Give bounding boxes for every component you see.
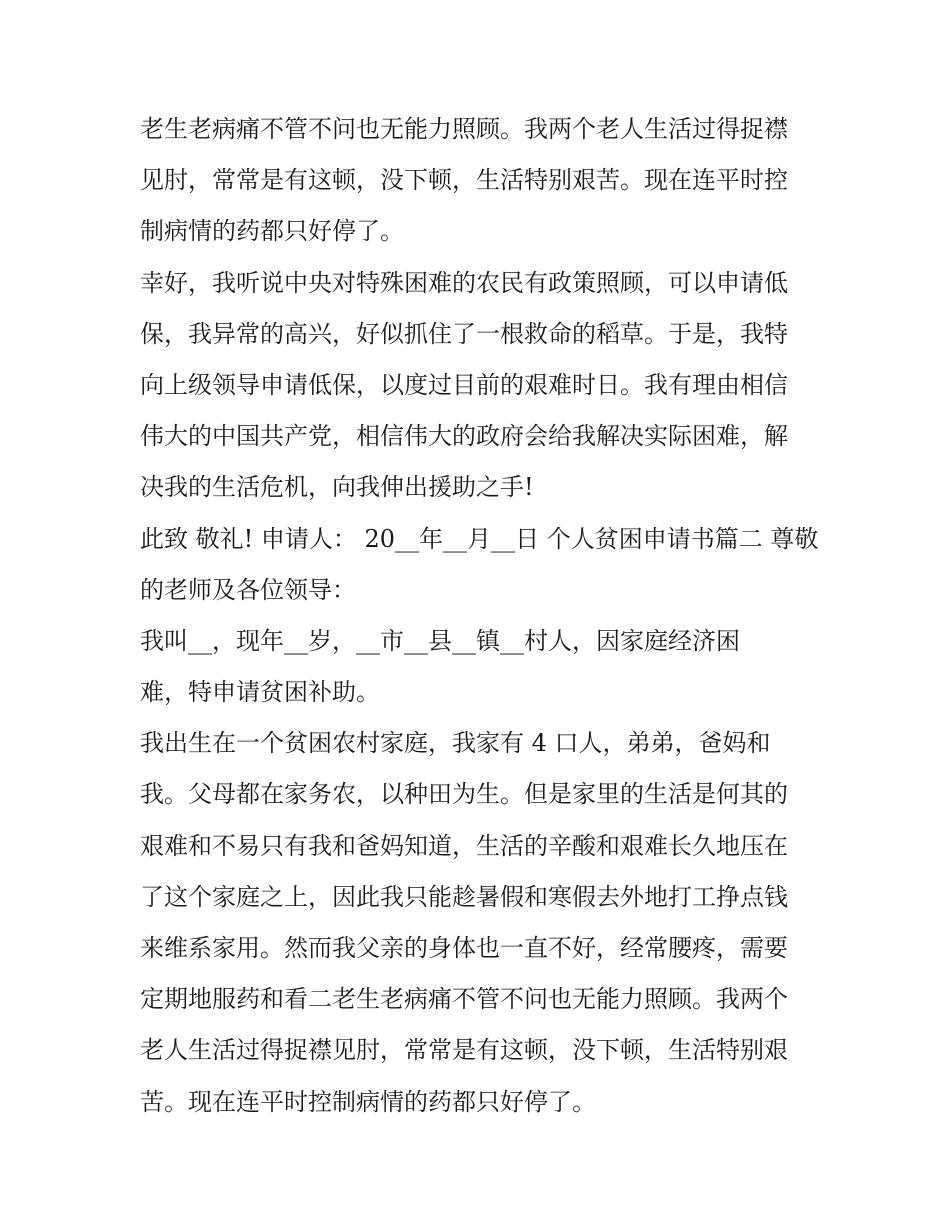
text-line: 幸好，我听说中央对特殊困难的农民有政策照顾，可以申请低	[140, 268, 788, 297]
text-line: 艰难和不易只有我和爸妈知道，生活的辛酸和艰难长久地压在	[140, 831, 788, 860]
text-line: 制病情的药都只好停了。	[140, 217, 404, 246]
text-line: 此致 敬礼! 申请人： 20__年__月__日 个人贫困申请书篇二 尊敬	[140, 524, 819, 553]
text-line: 了这个家庭之上，因此我只能趁暑假和寒假去外地打工挣点钱	[140, 882, 788, 911]
document-body	[140, 104, 819, 1128]
text-line: 保，我异常的高兴，好似抓住了一根救命的稻草。于是，我特	[140, 319, 788, 348]
text-line: 来维系家用。然而我父亲的身体也一直不好，经常腰疼，需要	[140, 934, 788, 962]
text-line: 见肘，常常是有这顿，没下顿，生活特别艰苦。现在连平时控	[140, 166, 788, 195]
text-line: 老人生活过得捉襟见肘，常常是有这顿，没下顿，生活特别艰	[140, 1036, 788, 1065]
text-line: 我叫__，现年__岁，__市__县__镇__村人，因家庭经济困	[140, 626, 740, 655]
text-line: 伟大的中国共产党，相信伟大的政府会给我解决实际困难，解	[140, 422, 788, 451]
text-line: 我。父母都在家务农，以种田为生。但是家里的生活是何其的	[140, 780, 788, 809]
text-line: 定期地服药和看二老生老病痛不管不问也无能力照顾。我两个	[140, 985, 788, 1014]
text-line: 我出生在一个贫困农村家庭，我家有 4 口人，弟弟，爸妈和	[140, 729, 771, 758]
text-line: 难，特申请贫困补助。	[140, 678, 380, 707]
text-line: 的老师及各位领导：	[140, 575, 356, 604]
text-line: 老生老病痛不管不问也无能力照顾。我两个老人生活过得捉襟	[140, 115, 788, 143]
text-line: 决我的生活危机，向我伸出援助之手!	[140, 473, 534, 502]
text-line: 向上级领导申请低保，以度过目前的艰难时日。我有理由相信	[140, 370, 788, 399]
text-line: 苦。现在连平时控制病情的药都只好停了。	[140, 1087, 596, 1116]
